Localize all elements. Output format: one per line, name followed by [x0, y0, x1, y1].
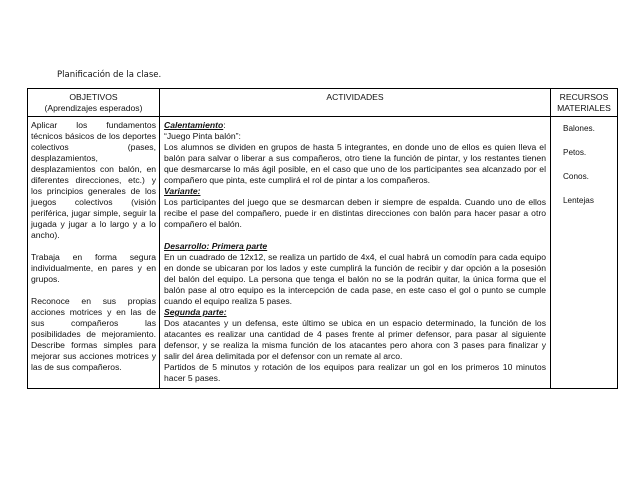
- partidos-text: Partidos de 5 minutos y rotación de los equipos para realizar un gol en los primeros 10 minutos hacer 5 pases.: [164, 362, 546, 383]
- calentamiento-colon: :: [223, 120, 226, 130]
- recurso-balones: Balones.: [563, 124, 595, 133]
- header-objetivos-label: OBJETIVOS: [69, 92, 118, 102]
- segunda-label: Segunda parte:: [164, 307, 227, 317]
- header-objetivos-sub: (Aprendizajes esperados): [44, 103, 143, 113]
- objetivo-1: Aplicar los fundamentos técnicos básicos de los deportes colectivos (pases, desplazamientos, desplazamientos con balón, en diferentes direcciones, etc.) y los principios generales de los juegos colectivos (visión periférica, jugar simple, seguir la jugada y jugar a lo largo y a lo ancho).: [31, 120, 156, 240]
- recurso-petos: Petos.: [563, 148, 587, 157]
- header-recursos-line2: MATERIALES: [557, 103, 611, 113]
- recurso-conos: Conos.: [563, 172, 589, 181]
- variante-text: Los participantes del juego que se desmarcan deben ir siempre de espalda. Cuando uno de ellos recibe el pase del compañero, puede ir en distintas direcciones con balón para hacer pasar a otro compañero el balón.: [164, 197, 546, 229]
- objetivo-2: Trabaja en forma segura individualmente, en pares y en grupos.: [31, 252, 156, 284]
- content-row: [28, 117, 618, 389]
- recurso-lentejas: Lentejas: [563, 196, 594, 205]
- variante-label: Variante:: [164, 186, 201, 196]
- variante-heading: [164, 186, 546, 197]
- planning-table: [27, 88, 618, 389]
- calentamiento-heading: [164, 120, 546, 131]
- calentamiento-text: Los alumnos se dividen en grupos de hasta 5 integrantes, en donde uno de ellos es quien lleva el balón para salvar o liberar a sus compañeros, otro tiene la función de pintar, y los restantes tienen que desmarcarse lo más ágil posible, en el caso que uno de los participantes sea alcanzado por el compañero que pinta, este cumplirá el rol de pintar a los compañeros.: [164, 142, 546, 185]
- header-actividades: ACTIVIDADES: [160, 89, 551, 117]
- objetivo-3: Reconoce en sus propias acciones motrices y en las de sus compañeros las posibilidades de mejoramiento. Describe formas simples para mejorar sus acciones motrices y las de sus compañeros.: [31, 296, 156, 372]
- calentamiento-label: Calentamiento: [164, 120, 224, 130]
- header-objetivos: [28, 89, 160, 117]
- objetivos-cell: [28, 117, 160, 389]
- desarrollo-label: Desarrollo: Primera parte: [164, 241, 268, 251]
- segunda-heading: [164, 307, 546, 318]
- header-recursos: [551, 89, 618, 117]
- desarrollo-text: En un cuadrado de 12x12, se realiza un partido de 4x4, el cual habrá un comodín para cada equipo en donde se ubicaran por los lados y este cumplirá la función de recibir y dar opción a la posesión del balón del equipo. La persona que tenga el balón no se la podrán quitar, la única forma que el balón pase al otro equipo es la intercepción de cada pase, en este caso el gol o punto se cumple cuando el equipo realiza 5 pases.: [164, 252, 546, 306]
- header-recursos-line1: RECURSOS: [559, 92, 609, 102]
- header-row: [28, 89, 618, 117]
- actividades-cell: [160, 117, 551, 389]
- desarrollo-heading: [164, 241, 546, 252]
- recursos-cell: [551, 117, 618, 389]
- segunda-text: Dos atacantes y un defensa, este último se ubica en un espacio determinado, la función de los atacantes es realizar una cantidad de 4 pases frente al primer defensor, para pasar al siguiente defensor, y se realiza la misma función de los atacantes pero ahora con 3 pases para finalizar y salir del área delimitada por el defensor con un remate al arco.: [164, 318, 546, 361]
- page-title: Planificación de la clase.: [57, 70, 162, 80]
- calentamiento-name: “Juego Pinta balón”:: [164, 131, 241, 141]
